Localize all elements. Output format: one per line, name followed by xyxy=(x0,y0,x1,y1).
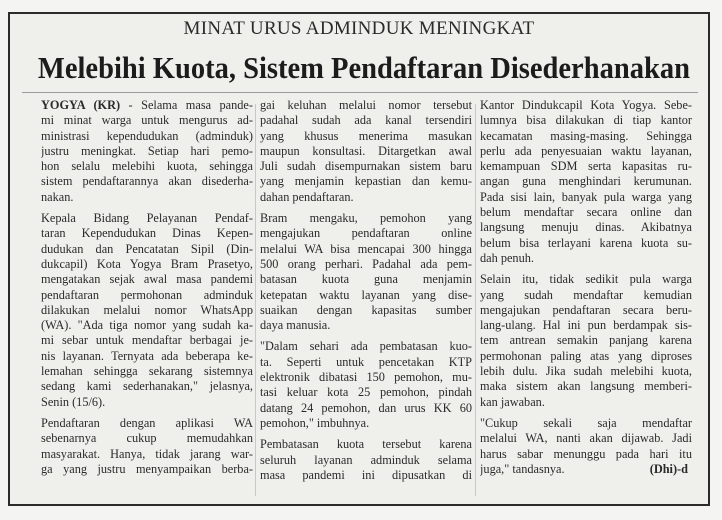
article-line: belum bisa terlayani karena kuota su- xyxy=(480,235,692,250)
article-line: seluruh layanan adminduk selama xyxy=(260,452,472,467)
article-kicker: MINAT URUS ADMINDUK MENINGKAT xyxy=(183,18,535,39)
article-line: ministrasi kependudukan (adminduk) xyxy=(41,128,253,143)
article-line: justru meningkat. Setiap hari pemo- xyxy=(41,143,253,158)
article-line: ga yang justru menyampaikan berba- xyxy=(41,461,253,476)
article-line: maupun konsultasi. Ditargetkan awal xyxy=(260,143,472,158)
article-line: Pendaftaran dengan aplikasi WA xyxy=(41,415,253,430)
article-line: masa pandemi ini dipusatkan di xyxy=(260,467,472,482)
article-line: kemampuan SDM serta kapasitas ru- xyxy=(480,159,692,174)
article-line: ta. Seperti untuk pencetakan KTP xyxy=(260,354,472,369)
article-line: hon selalu melebihi kuota, sehingga xyxy=(41,159,253,174)
article-line: tasi keluar kota 25 pemohon, pindah xyxy=(260,385,472,400)
article-line: lang-ulang. Hal ini pun berdampak sis- xyxy=(480,318,692,333)
article-line: mi sebar untuk mendaftar berbagai je- xyxy=(41,333,253,348)
article-line: (WA). "Ada tiga nomor yang sudah ka- xyxy=(41,318,253,333)
article-line: yang khusus menerima masukan xyxy=(260,128,472,143)
article-line: kan jawaban. xyxy=(480,394,545,409)
article-line: masyarakat. Hanya, tidak jarang war- xyxy=(41,446,253,461)
article-line: Juli sudah disempurnakan sistem baru xyxy=(260,159,472,174)
article-line: 500 orang perhari. Padahal ada pem- xyxy=(260,256,472,271)
article-line: pendaftaran permohonan adminduk xyxy=(41,287,253,302)
article-line: sebenarnya cukup memudahkan xyxy=(41,431,253,446)
article-line: nakan. xyxy=(41,189,74,204)
headline-rule xyxy=(22,92,698,93)
article-line: YOGYA (KR) - Selama masa pande- xyxy=(41,98,253,112)
article-line: dahan pendaftaran. xyxy=(260,189,354,204)
article-line: yang sudah mendaftar kemudian xyxy=(480,287,692,302)
article-line: perlu ada penyesuaian waktu layanan, xyxy=(480,143,692,158)
article-line: mi minat warga untuk mengurus ad- xyxy=(41,113,253,128)
article-line: Kepala Bidang Pelayanan Pendaf- xyxy=(41,211,253,226)
article-line: lumnya bisa dilakukan di tiap kantor xyxy=(480,113,692,128)
article-line: melalui WA, nanti akan dijawab. Jadi xyxy=(480,431,692,446)
article-line: Pembatasan kuota tersebut karena xyxy=(260,437,472,452)
article-line: padahal sudah ada kanal tersendiri xyxy=(260,113,472,128)
article-line: nis layanan. Ternyata ada beberapa ke- xyxy=(41,348,253,363)
article-line: ketepatan waktu layanan yang dise- xyxy=(260,287,472,302)
article-line: gai keluhan melalui nomor tersebut xyxy=(260,98,472,112)
article-line: dudukan dan Pencatatan Sipil (Din- xyxy=(41,241,253,256)
article-line: "Dalam sehari ada pembatasan kuo- xyxy=(260,339,472,354)
article-line: permohonan paling atas yang diproses xyxy=(480,348,692,363)
article-line: lebih dulu. Jika sudah melebihi kuota, xyxy=(480,364,692,379)
column-divider xyxy=(475,104,476,496)
article-frame xyxy=(8,12,710,506)
article-line: sedang kami sederhanakan," jelasnya, xyxy=(41,379,253,394)
article-line: pemohon," imbuhnya. xyxy=(260,415,370,430)
article-line: juga," tandasnya. (Dhi)-d xyxy=(480,461,688,476)
article-line: Bram mengaku, pemohon yang xyxy=(260,211,472,226)
article-line: sistem pendaftarannya akan disederha- xyxy=(41,174,253,189)
article-line: daya manusia. xyxy=(260,318,331,333)
article-byline: (Dhi)-d xyxy=(649,461,688,476)
article-line: "Cukup sekali saja mendaftar xyxy=(480,415,692,430)
column-divider xyxy=(255,104,256,496)
article-line: langsung menuju dinas. Akibatnya xyxy=(480,220,692,235)
article-column-2 xyxy=(260,98,472,483)
article-line: kecamatan masing-masing. Sehingga xyxy=(480,128,692,143)
article-line: dah penuh. xyxy=(480,250,534,265)
article-line: taran Kependudukan Dinas Kepen- xyxy=(41,226,253,241)
article-column-1 xyxy=(41,98,253,477)
article-line: dilakukan melalui nomor WhatsApp xyxy=(41,302,253,317)
article-line: angan guna menghindari kerumunan. xyxy=(480,174,692,189)
article-line: mengajukan pendaftaran secara beru- xyxy=(480,302,692,317)
article-line: harus sabar menunggu pada hari itu xyxy=(480,446,692,461)
article-column-3 xyxy=(480,98,692,477)
article-line: melalui WA bisa mencapai 300 hingga xyxy=(260,241,472,256)
article-line: maka sistem akan langsung memberi- xyxy=(480,379,692,394)
article-line: Pada sisi lain, banyak pula warga yang xyxy=(480,189,692,204)
article-headline: Melebihi Kuota, Sistem Pendaftaran Disederhanakan xyxy=(37,50,690,85)
article-line: tem antrean semakin panjang karena xyxy=(480,333,692,348)
article-line: batasan kuota guna menjamin xyxy=(260,272,472,287)
article-line: elektronik dibatasi 150 pemohon, mu- xyxy=(260,370,472,385)
article-line: suaikan dengan kapasitas sumber xyxy=(260,302,472,317)
article-line: dukcapil) Kota Yogya Bram Prasetyo, xyxy=(41,256,253,271)
article-line: Senin (15/6). xyxy=(41,394,106,409)
article-line: Selain itu, tidak sedikit pula warga xyxy=(480,272,692,287)
article-line: belum mendaftar secara online dan xyxy=(480,205,692,220)
article-dateline: YOGYA (KR) xyxy=(41,98,121,112)
article-line: lemahan sehingga sekarang sistemnya xyxy=(41,364,253,379)
article-line: datang 24 pemohon, dan urus KK 60 xyxy=(260,400,472,415)
article-line: mengajukan pendaftaran online xyxy=(260,226,472,241)
article-line: yang menjamin kepastian dan kemu- xyxy=(260,174,472,189)
article-line: mengatakan sejak awal masa pandemi xyxy=(41,272,253,287)
article-line: Kantor Dindukcapil Kota Yogya. Sebe- xyxy=(480,98,692,112)
